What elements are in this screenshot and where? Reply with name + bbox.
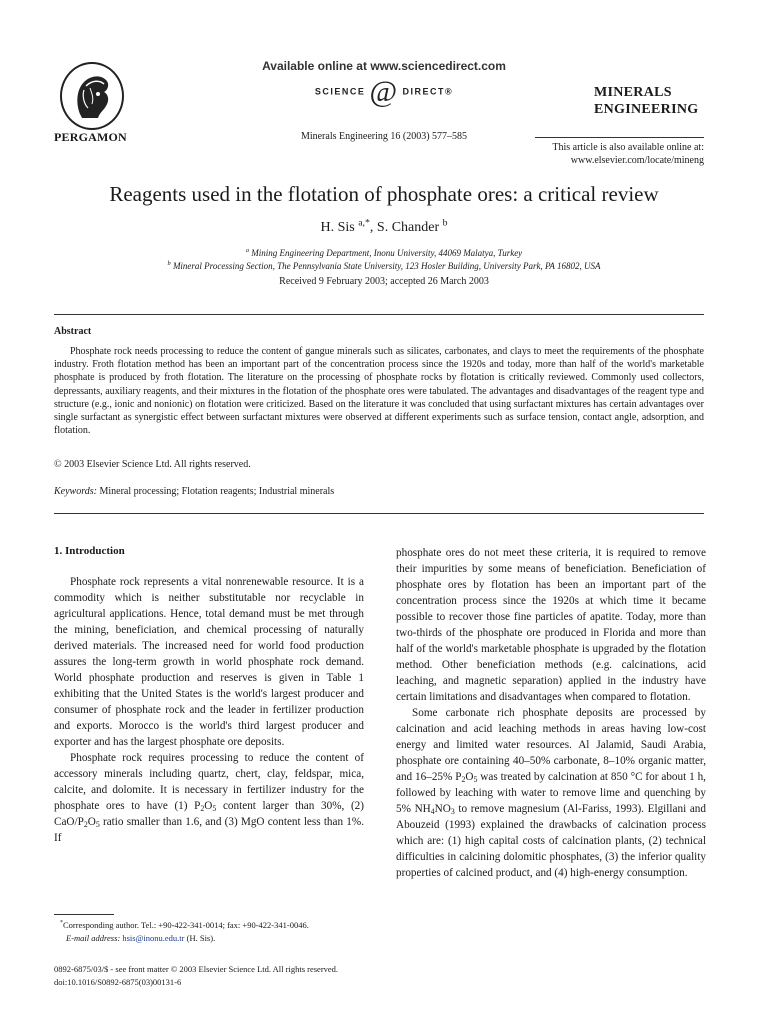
affiliation-b-text: Mineral Processing Section, The Pennsylvania State University, 123 Hosler Building, University Park, PA 16802, USA bbox=[172, 261, 601, 271]
footnote-corresponding: *Corresponding author. Tel.: +90-422-341-0014; fax: +90-422-341-0046. bbox=[60, 920, 309, 930]
footnote-rule bbox=[54, 914, 114, 915]
article-title: Reagents used in the flotation of phosphate ores: a critical review bbox=[109, 182, 659, 206]
abstract-heading: Abstract bbox=[54, 326, 92, 337]
header-rule bbox=[535, 137, 704, 138]
doi-line[interactable]: doi:10.1016/S0892-6875(03)00131-6 bbox=[54, 976, 182, 987]
affiliation-a-mark: a bbox=[245, 247, 249, 254]
journal-citation: Minerals Engineering 16 (2003) 577–585 bbox=[300, 131, 468, 142]
journal-name-line1: MINERALS bbox=[594, 85, 672, 100]
keywords bbox=[54, 486, 334, 497]
affiliation-b bbox=[0, 261, 768, 271]
abstract-copyright: © 2003 Elsevier Science Ltd. All rights reserved. bbox=[54, 459, 251, 470]
author-separator: , bbox=[369, 220, 377, 235]
author-1: H. Sis bbox=[320, 220, 355, 235]
journal-name bbox=[594, 84, 698, 118]
footnote bbox=[54, 919, 372, 944]
footnote-email: E-mail address: hsis@inonu.edu.tr (H. Sis). bbox=[66, 932, 216, 943]
affiliation-b-mark: b bbox=[167, 260, 171, 267]
sciencedirect-at-icon: @ bbox=[369, 75, 399, 108]
abstract-top-rule bbox=[54, 314, 704, 315]
front-matter-line: 0892-6875/03/$ - see front matter © 2003 Elsevier Science Ltd. All rights reserved. bbox=[54, 964, 339, 974]
journal-name-line2: ENGINEERING bbox=[594, 102, 699, 117]
affiliation-a bbox=[0, 248, 768, 258]
right-column bbox=[396, 545, 706, 881]
paragraph: phosphate ores do not meet these criteria, it is required to remove their impurities by some means of beneficiation. Beneficiation of phosphate ores by flotation has been an important part of the concentration process since the 1920s at which time it became possible to recover those fine particles of apatite. Today, more than two-thirds of the phosphate ore produced in Florida and more than half of the world's marketable phosphate is upgraded by the flotation method. Other beneficiation methods (e.g. calcinations, acid leaching, and magnetic separation) applied in the industry have certain limitations and disadvantages when compared to flotation. bbox=[396, 547, 706, 703]
abstract-bottom-rule bbox=[54, 513, 704, 514]
availability-url[interactable]: www.elsevier.com/locate/mineng bbox=[570, 155, 704, 166]
author-2-marks: b bbox=[442, 217, 448, 229]
keywords-list: Mineral processing; Flotation reagents; Industrial minerals bbox=[99, 486, 335, 497]
email-link[interactable]: hsis@inonu.edu.tr bbox=[122, 932, 185, 943]
section-heading: 1. Introduction bbox=[54, 545, 125, 557]
keywords-label: Keywords: bbox=[54, 486, 97, 497]
available-online-notice[interactable]: Available online at www.sciencedirect.com bbox=[262, 59, 506, 73]
availability-note bbox=[552, 141, 704, 167]
sciencedirect-left: SCIENCE bbox=[314, 86, 366, 97]
affiliation-a-text: Mining Engineering Department, Inonu University, 44069 Malatya, Turkey bbox=[251, 248, 523, 258]
author-list bbox=[0, 217, 768, 236]
received-dates: Received 9 February 2003; accepted 26 March 2003 bbox=[279, 276, 489, 287]
author-1-marks: a,* bbox=[358, 217, 370, 229]
paragraph: Some carbonate rich phosphate deposits are processed by calcination and acid leaching methods in areas having low-cost energy and limited water resources. Al Jalamid, Saudi Arabia, phosphate ore containing 40–50% carbonate, 8–10% organic matter, and 16–25% $P_2O_5$ was treated by calcination at 850 °C for about 1 h, followed by leaching with water to remove lime and quenching by 5% $NH_4NO_3$ to remove magnesium (Al-Fariss, 1993). Elgillani and Abouzeid (1993) explained the drawbacks of calcination process which are: (1) high capital costs of calcination plants, (2) technical difficulties in calcining dolomitic phosphates, (3) the inferior quality properties of calcined product, and (4) high-energy consumption. bbox=[396, 707, 706, 879]
abstract-text: Phosphate rock needs processing to reduce the content of gangue minerals such as silicates, carbonates, and clays to meet the requirements of the phosphate industry. Froth flotation method has been an important part of the concentration process since the 1920s and today, more than half of the world's marketable phosphate is produced by froth flotation. The literature on the processing of phosphate rocks by flotation is critically reviewed. Commonly used collectors, depressants, auxiliary reagents, and their mixtures in the flotation of the phosphate ores were tabulated. The advantages and disadvantages of the reagent type and structure (e.g., ionic and nonionic) on flotation were criticized. Based on the literature it was concluded that using surfactant mixtures has certain advantages over single surfactant as synergistic effect between surfactant mixtures were observed at different experiments such as surface tension, contact angle, adsorption, and flotation. bbox=[54, 346, 704, 437]
page-footer bbox=[54, 963, 338, 988]
paragraph: Phosphate rock represents a vital nonrenewable resource. It is a commodity which is neither substitutable nor recyclable in agricultural applications. Hence, total demand must be met through the mining, beneficiation, and chemical processing of naturally derived materials. The increased need for world food production assures the long-term growth in world phosphate rock demand. World phosphate production and reserves is given in Table 1 exhibiting that the United States is the world's largest producer and consumer of phosphate rock and the leader in fertilizer production and exports. Morocco is the world's third largest producer and exporter and has the largest phosphate ore deposits. bbox=[54, 576, 364, 748]
sciencedirect-right: DIRECT® bbox=[402, 86, 454, 97]
left-column bbox=[54, 574, 364, 846]
availability-line1: This article is also available online at: bbox=[552, 142, 704, 153]
paragraph: Phosphate rock requires processing to reduce the content of accessory minerals including quartz, chert, clay, feldspar, mica, calcite, and dolomite. It is necessary in fertilizer industry for the phosphate ores to have (1) $P_2O_5$ content larger than 30%, (2) CaO/$P_2O_5$ ratio smaller than 1.6, and (3) MgO content less than 1%. If bbox=[54, 752, 365, 844]
publisher-name: PERGAMON bbox=[54, 130, 127, 144]
author-2: S. Chander bbox=[376, 220, 440, 235]
